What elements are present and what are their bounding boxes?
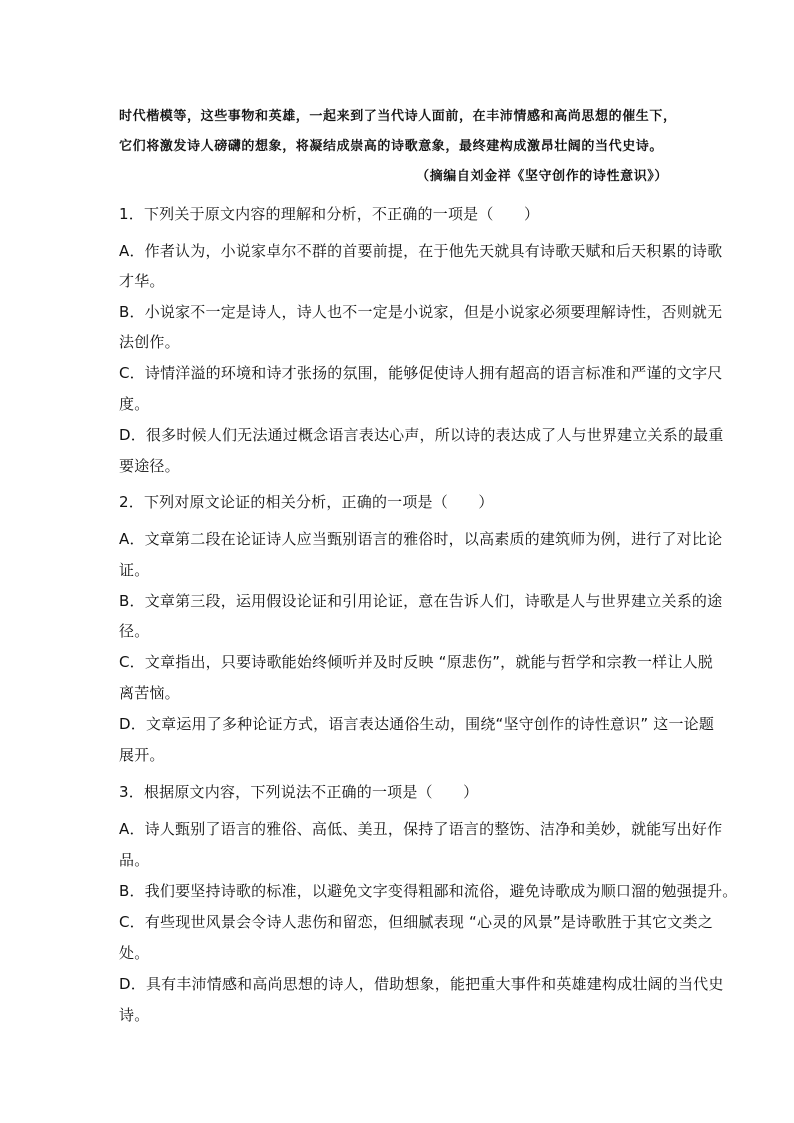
question-1-option-b: B．小说家不一定是诗人，诗人也不一定是小说家，但是小说家必须要理解诗性，否则就无 [119,303,723,321]
question-1-option-b-cont: 法创作。 [119,333,180,351]
question-1-option-d-cont: 要途径。 [119,457,180,475]
question-2-option-d: D．文章运用了多种论证方式，语言表达通俗生动，围绕“坚守创作的诗性意识” 这一论题 [119,715,715,733]
question-1-option-d: D．很多时候人们无法通过概念语言表达心声，所以诗的表达成了人与世界建立关系的最重 [119,426,724,444]
question-1-option-a-cont: 才华。 [119,272,165,290]
question-1-stem: 1．下列关于原文内容的理解和分析，不正确的一项是（ ） [119,205,540,223]
question-3-option-d-cont: 诗。 [119,1006,150,1024]
intro-line-1: 时代楷模等，这些事物和英雄，一起来到了当代诗人面前，在丰沛情感和高尚思想的催生下， [119,109,677,124]
question-3-option-c: C．有些现世风景会令诗人悲伤和留恋，但细腻表现 “心灵的风景”是诗歌胜于其它文类之 [119,913,713,931]
question-1-option-c-cont: 度。 [119,395,150,413]
question-3-stem: 3．根据原文内容，下列说法不正确的一项是（ ） [119,783,479,801]
question-2-stem: 2．下列对原文论证的相关分析，正确的一项是（ ） [119,493,494,511]
intro-line-2: 它们将激发诗人磅礴的想象，将凝结成崇高的诗歌意象，最终建构成激昂壮阔的当代史诗。 [119,139,664,154]
question-2-option-b-cont: 径。 [119,622,150,640]
question-3-option-d: D．具有丰沛情感和高尚思想的诗人，借助想象，能把重大事件和英雄建构成壮阔的当代史 [119,975,724,993]
question-2-option-a: A．文章第二段在论证诗人应当甄别语言的雅俗时，以高素质的建筑师为例，进行了对比论 [119,530,723,548]
question-3-option-c-cont: 处。 [119,944,150,962]
question-1-option-a: A．作者认为，小说家卓尔不群的首要前提，在于他先天就具有诗歌天赋和后天积累的诗歌 [119,242,723,260]
question-2-option-b: B．文章第三段，运用假设论证和引用论证，意在告诉人们，诗歌是人与世界建立关系的途 [119,592,723,610]
question-2-option-c: C．文章指出，只要诗歌能始终倾听并及时反映 “原悲伤”，就能与哲学和宗教一样让人脱 [119,653,713,671]
question-1-option-c: C．诗情洋溢的环境和诗才张扬的氛围，能够促使诗人拥有超高的语言标准和严谨的文字尺 [119,364,723,382]
question-2-option-c-cont: 离苦恼。 [119,684,180,702]
question-2-option-d-cont: 展开。 [119,746,165,764]
question-3-option-a-cont: 品。 [119,851,150,869]
source-citation: （摘编自刘金祥《坚守创作的诗性意识》） [416,169,668,184]
question-3-option-a: A．诗人甄别了语言的雅俗、高低、美丑，保持了语言的整饬、洁净和美妙，就能写出好作 [119,820,723,838]
question-2-option-a-cont: 证。 [119,561,150,579]
question-3-option-b: B．我们要坚持诗歌的标准，以避免文字变得粗鄙和流俗，避免诗歌成为顺口溜的勉强提升。 [119,882,738,900]
